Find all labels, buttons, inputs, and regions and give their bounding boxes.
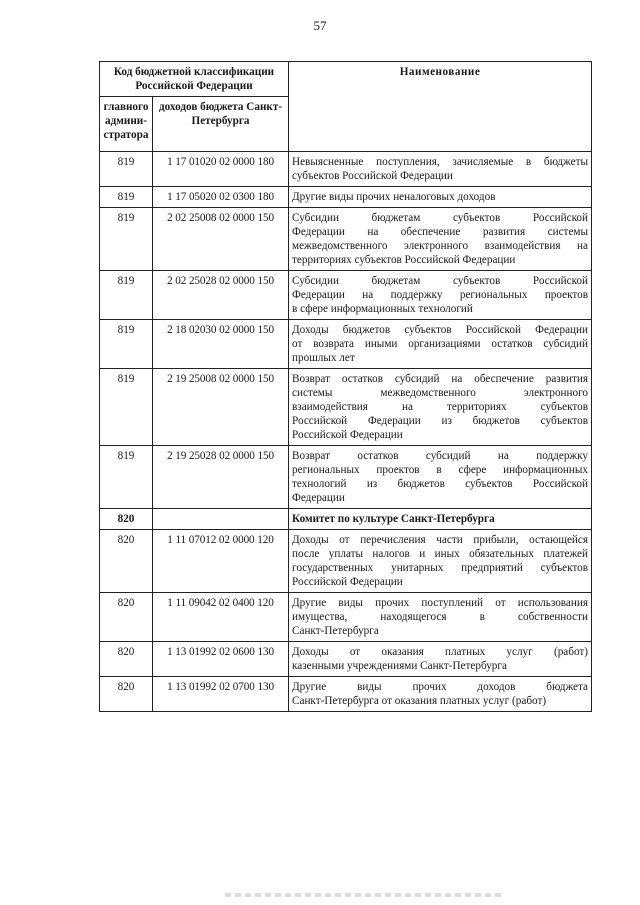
name-line: Субсидии бюджетам субъектов Российской	[292, 212, 589, 224]
name-cell	[289, 446, 592, 509]
admin-code-cell: 819	[100, 446, 153, 509]
admin-code-cell: 820	[100, 677, 153, 712]
name-line: Доходы бюджетов субъектов Российской Федерации	[292, 324, 589, 336]
name-line: Возврат остатков субсидий на поддержку	[292, 450, 589, 462]
income-code-cell: 2 19 25008 02 0000 150	[153, 369, 289, 446]
income-code-cell: 2 02 25008 02 0000 150	[153, 208, 289, 271]
name-line: в сфере информационных технологий	[292, 303, 473, 315]
footer-scan-artifact	[225, 893, 505, 897]
name-cell	[289, 642, 592, 677]
name-line: субъектов Российской Федерации	[292, 170, 453, 182]
table-row	[100, 677, 592, 712]
income-code-cell	[153, 509, 289, 530]
table-row	[100, 530, 592, 593]
name-cell	[289, 187, 592, 208]
name-line: Российской Федерации из бюджетов субъектов	[292, 415, 589, 427]
name-line: Другие виды прочих неналоговых доходов	[292, 191, 496, 203]
name-line: Федерации на обеспечение развития системы	[292, 226, 589, 238]
name-line: после уплаты налогов и иных обязательных платежей	[292, 548, 589, 560]
header-name: Наименование	[289, 62, 592, 152]
budget-classification-table	[99, 61, 592, 712]
header-code-group: Код бюджетной классификации Российской Федерации	[100, 62, 289, 97]
admin-code-cell: 820	[100, 593, 153, 642]
income-code-cell: 1 17 05020 02 0300 180	[153, 187, 289, 208]
name-line: Федерации	[292, 492, 345, 504]
income-code-cell: 1 13 01992 02 0700 130	[153, 677, 289, 712]
header-income: доходов бюджета Санкт-Петербурга	[153, 97, 289, 152]
name-line: Доходы от оказания платных услуг (работ)	[292, 646, 589, 658]
table-row	[100, 271, 592, 320]
name-line: системы межведомственного электронного	[292, 387, 589, 399]
admin-code-cell: 820	[100, 509, 153, 530]
name-line: Другие виды прочих поступлений от использования	[292, 597, 589, 609]
name-line: Федерации на поддержку региональных проектов	[292, 289, 589, 301]
table-row	[100, 208, 592, 271]
admin-code-cell: 819	[100, 271, 153, 320]
name-line: государственных унитарных предприятий субъектов	[292, 562, 589, 574]
name-cell	[289, 509, 592, 530]
table-row	[100, 369, 592, 446]
name-line: прошлых лет	[292, 352, 355, 364]
name-cell	[289, 369, 592, 446]
name-line: Санкт-Петербурга от оказания платных услуг (работ)	[292, 695, 547, 707]
admin-code-cell: 819	[100, 187, 153, 208]
name-cell	[289, 677, 592, 712]
income-code-cell: 2 18 02030 02 0000 150	[153, 320, 289, 369]
header-admin: главного админи-стратора	[100, 97, 153, 152]
name-line: имущества, находящегося в собственности	[292, 611, 589, 623]
name-line: Санкт-Петербурга	[292, 625, 379, 637]
income-code-cell: 2 02 25028 02 0000 150	[153, 271, 289, 320]
name-cell	[289, 320, 592, 369]
income-code-cell: 1 17 01020 02 0000 180	[153, 152, 289, 187]
table-row	[100, 593, 592, 642]
name-line: Российской Федерации	[292, 576, 403, 588]
admin-code-cell: 819	[100, 369, 153, 446]
name-line: Российской Федерации	[292, 429, 403, 441]
name-line: межведомственного электронного взаимодействия на	[292, 240, 589, 252]
name-cell	[289, 593, 592, 642]
name-line: Комитет по культуре Санкт-Петербурга	[292, 513, 495, 525]
name-line: Возврат остатков субсидий на обеспечение развития	[292, 373, 589, 385]
table-row	[100, 446, 592, 509]
table-row	[100, 187, 592, 208]
admin-code-cell: 820	[100, 642, 153, 677]
admin-code-cell: 819	[100, 208, 153, 271]
admin-code-cell: 819	[100, 320, 153, 369]
name-line: Доходы от перечисления части прибыли, остающейся	[292, 534, 589, 546]
table-row	[100, 320, 592, 369]
table-row	[100, 152, 592, 187]
name-cell	[289, 271, 592, 320]
name-line: казенными учреждениями Санкт-Петербурга	[292, 660, 507, 672]
name-line: региональных проектов в сфере информационных	[292, 464, 589, 476]
name-line: от возврата иными организациями остатков субсидий	[292, 338, 589, 350]
income-code-cell: 1 11 07012 02 0000 120	[153, 530, 289, 593]
ministry-row	[100, 509, 592, 530]
table-row	[100, 642, 592, 677]
admin-code-cell: 819	[100, 152, 153, 187]
income-code-cell: 1 13 01992 02 0600 130	[153, 642, 289, 677]
name-line: территориях субъектов Российской Федерации	[292, 254, 516, 266]
name-cell	[289, 530, 592, 593]
name-line: Субсидии бюджетам субъектов Российской	[292, 275, 589, 287]
name-line: Невыясненные поступления, зачисляемые в бюджеты	[292, 156, 589, 168]
income-code-cell: 2 19 25028 02 0000 150	[153, 446, 289, 509]
name-cell	[289, 152, 592, 187]
name-line: взаимодействия на территориях субъектов	[292, 401, 589, 413]
income-code-cell: 1 11 09042 02 0400 120	[153, 593, 289, 642]
admin-code-cell: 820	[100, 530, 153, 593]
name-line: Другие виды прочих доходов бюджета	[292, 681, 589, 693]
name-line: технологий из бюджетов субъектов Российской	[292, 478, 589, 490]
page-number: 57	[313, 18, 327, 33]
name-cell	[289, 208, 592, 271]
